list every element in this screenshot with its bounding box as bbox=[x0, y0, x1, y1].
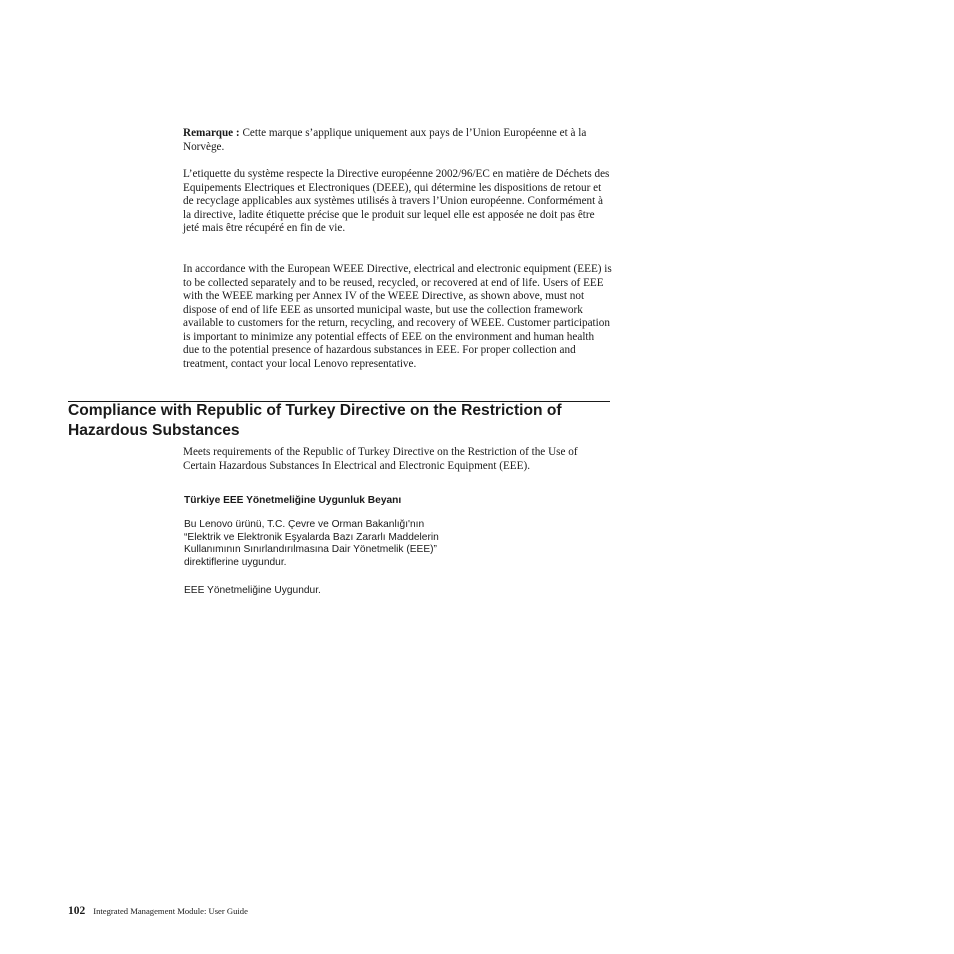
turkish-declaration-footer: EEE Yönetmeliğine Uygundur. bbox=[184, 585, 321, 596]
turkish-body-line: Bu Lenovo ürünü, T.C. Çevre ve Orman Bakanlığı'nın bbox=[184, 519, 425, 530]
remark-text: Cette marque s’applique uniquement aux pays de l’Union Européenne et à la Norvège. bbox=[183, 127, 587, 153]
turkish-declaration-body bbox=[184, 519, 604, 569]
turkish-body-line: direktiflerine uygundur. bbox=[184, 556, 287, 568]
french-paragraph: L’etiquette du système respecte la Directive européenne 2002/96/EC en matière de Déchets des Equipements Electriques et Electroniques (DEEE), qui détermine les dispositions de retour et de recyclage applicables aux systèmes utilisés à travers l’Union européenne. Conformément à la directive, ladite étiquette précise que le produit sur lequel elle est apposée ne doit pas être jeté mais être récupéré en fin de vie. bbox=[183, 168, 610, 234]
turkish-body-line: “Elektrik ve Elektronik Eşyalarda Bazı Zararlı Maddelerin bbox=[184, 531, 439, 543]
page-number: 102 bbox=[68, 905, 86, 917]
section-intro-paragraph: Meets requirements of the Republic of Turkey Directive on the Restriction of the Use of Certain Hazardous Substances In Electrical and Electronic Equipment (EEE). bbox=[183, 446, 578, 472]
remark-paragraph bbox=[183, 127, 613, 154]
footer-document-title: Integrated Management Module: User Guide bbox=[93, 906, 248, 916]
turkish-declaration-title: Türkiye EEE Yönetmeliğine Uygunluk Beyanı bbox=[184, 495, 402, 506]
page-footer bbox=[68, 901, 248, 919]
section-heading: Compliance with Republic of Turkey Directive on the Restriction of Hazardous Substances bbox=[68, 402, 562, 439]
turkish-body-line: Kullanımının Sınırlandırılmasına Dair Yönetmelik (EEE)” bbox=[184, 544, 437, 556]
english-paragraph: In accordance with the European WEEE Directive, electrical and electronic equipment (EEE) is to be collected separately and to be reused, recycled, or recovered at end of life. Users of EEE with the WEEE marking per Annex IV of the WEEE Directive, as shown above, must not dispose of end of life EEE as unsorted municipal waste, but use the collection framework available to customers for the return, recycling, and recovery of WEEE. Customer participation is important to minimize any potential effects of EEE on the environment and human health due to the potential presence of hazardous substances in EEE. For proper collection and treatment, contact your local Lenovo representative. bbox=[183, 263, 612, 370]
remark-label: Remarque : bbox=[183, 127, 240, 139]
